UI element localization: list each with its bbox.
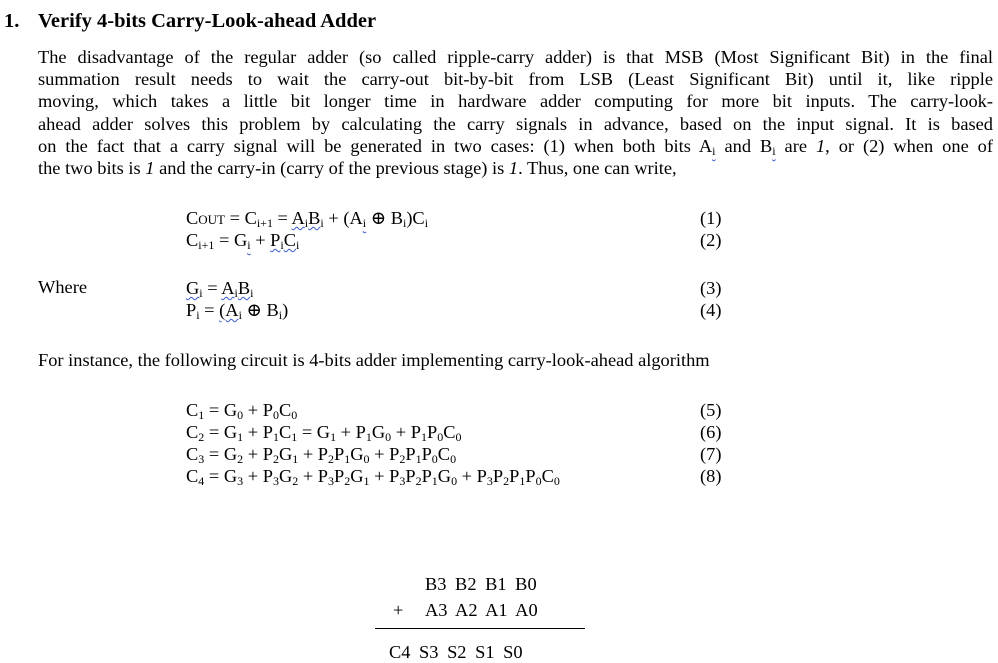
paragraph-line: The disadvantage of the regular adder (so called ripple-carry adder) is that MSB (Most Significant Bit) in the final xyxy=(38,47,993,67)
section-number: 1. xyxy=(4,10,20,32)
paragraph-line: ahead adder solves this problem by calculating the carry signals in advance, based on the input signal. It is based xyxy=(38,113,993,134)
section-heading xyxy=(4,10,376,33)
section-title: Verify 4-bits Carry-Look-ahead Adder xyxy=(38,10,377,32)
sum-row: C4 S3 S2 S1 S0 xyxy=(389,642,523,662)
equation-2: $C_{i+1} = G_i + P_iC_i$ xyxy=(186,230,300,252)
paragraph-line: summation result needs to wait the carry-out bit-by-bit from LSB (Least Significant Bit) until it, like ripple xyxy=(38,69,993,90)
equation-number: (1) xyxy=(700,208,722,228)
equation-8: $C_4 = G_3 + P_3G_2 + P_3P_2G_1 + P_3P_2P_1G_0 + P_3P_2P_1P_0C_0$ xyxy=(186,466,560,488)
equation-number: (8) xyxy=(700,466,722,486)
equation-4: $P_i = (A_i$ ⊕ $B_i$) xyxy=(186,300,289,322)
paragraph-line: moving, which takes a little bit longer time in hardware adder computing for more bit inputs. The carry-look- xyxy=(38,91,993,112)
equation-7: $C_3 = G_2 + P_2G_1 + P_2P_1G_0 + P_2P_1P_0C_0$ xyxy=(186,444,457,466)
sum-rule xyxy=(375,628,585,629)
where-label: Where xyxy=(38,277,88,297)
equation-6: $C_2 = G_1 + P_1C_1 = G_1 + P_1G_0 + P_1P_0C_0$ xyxy=(186,422,462,444)
paragraph-line-5: on the fact that a carry signal will be generated in two cases: (1) when both bits $A_i$ and $B_i$ are 1, or (2) when one of xyxy=(38,135,994,158)
equation-5: $C_1 = G_0 + P_0C_0$ xyxy=(186,400,298,422)
intro-paragraph xyxy=(38,46,993,179)
equation-1: COUT = $C_{i+1} = A_iB_i + (A_i$ ⊕ $B_i)C_i$ xyxy=(186,208,429,230)
equation-number: (7) xyxy=(700,444,722,464)
equation-3: $G_i = A_iB_i$ xyxy=(186,278,254,300)
equation-number: (2) xyxy=(700,230,722,250)
equation-number: (6) xyxy=(700,422,722,442)
equation-number: (3) xyxy=(700,278,722,298)
instance-sentence: For instance, the following circuit is 4-bits adder implementing carry-look-ahead algorithm xyxy=(38,350,710,370)
paragraph-line-6: the two bits is 1 and the carry-in (carry of the previous stage) is 1. Thus, one can write, xyxy=(38,158,677,179)
equation-number: (5) xyxy=(700,400,722,420)
plus-sign: + xyxy=(393,600,404,620)
addend-a-row: A3 A2 A1 A0 xyxy=(425,600,538,620)
addend-b-row: B3 B2 B1 B0 xyxy=(425,574,537,594)
equation-number: (4) xyxy=(700,300,722,320)
